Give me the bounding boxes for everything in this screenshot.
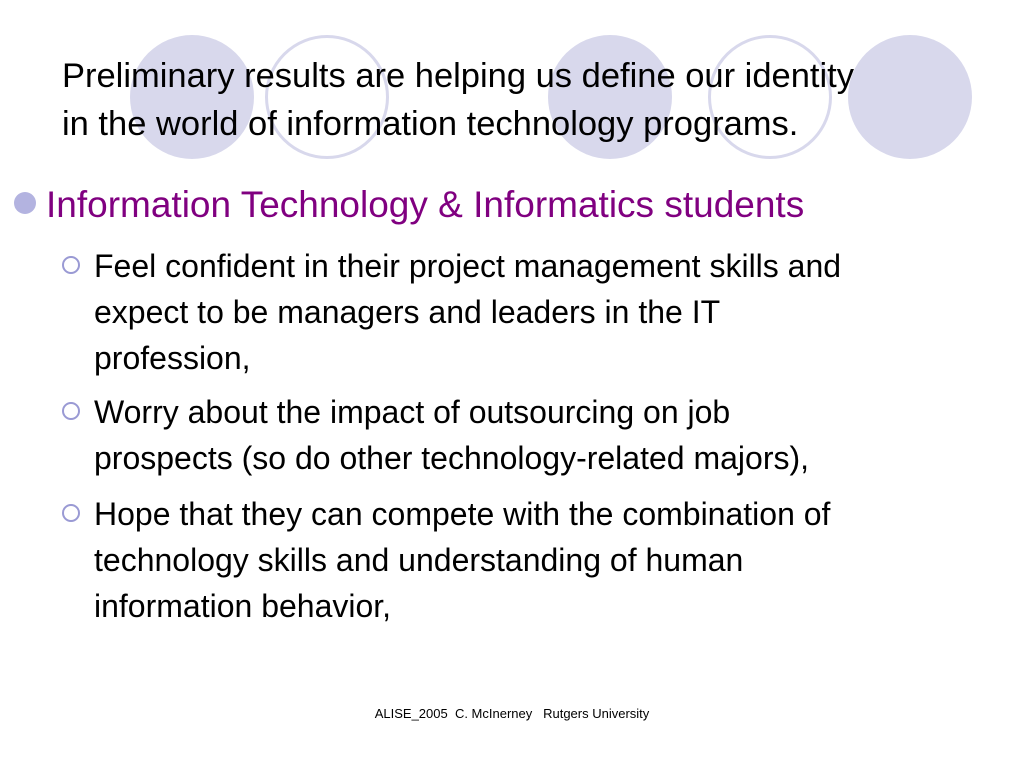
sub-bullet-3 — [62, 491, 1012, 629]
sub-bullet-3-text-1: Hope that they can compete with the combination of — [94, 496, 831, 532]
slide-footer: ALISE_2005 C. McInerney Rutgers University — [374, 706, 650, 721]
sub-bullet-1-line-3: profession, — [94, 340, 251, 376]
sub-bullet-3-line-1 — [62, 491, 1012, 537]
sub-bullet-2 — [62, 389, 1012, 481]
sub-bullet-1-text-1: Feel confident in their project management skills and — [94, 248, 842, 284]
bullet-heading-text: Information Technology & Informatics students — [46, 184, 805, 225]
sub-bullet-2-line-1 — [62, 389, 1012, 435]
ring-bullet-icon — [62, 256, 80, 274]
bullet-it-informatics-students — [14, 180, 1014, 230]
ring-bullet-icon — [62, 402, 80, 420]
filled-circle-bullet-icon — [14, 192, 36, 214]
ring-bullet-icon — [62, 504, 80, 522]
slide-title — [62, 52, 1002, 148]
sub-bullet-3-line-3: information behavior, — [94, 588, 392, 624]
sub-bullet-2-text-1: Worry about the impact of outsourcing on job — [94, 394, 731, 430]
sub-bullet-2-line-2: prospects (so do other technology-related majors), — [94, 440, 810, 476]
sub-bullet-1 — [62, 243, 1012, 381]
sub-bullet-3-line-2: technology skills and understanding of human — [94, 542, 744, 578]
slide-title-line-1: Preliminary results are helping us define our identity — [62, 57, 854, 95]
sub-bullet-1-line-2: expect to be managers and leaders in the IT — [94, 294, 721, 330]
sub-bullet-1-line-1 — [62, 243, 1012, 289]
slide-title-line-2: in the world of information technology programs. — [62, 105, 799, 143]
